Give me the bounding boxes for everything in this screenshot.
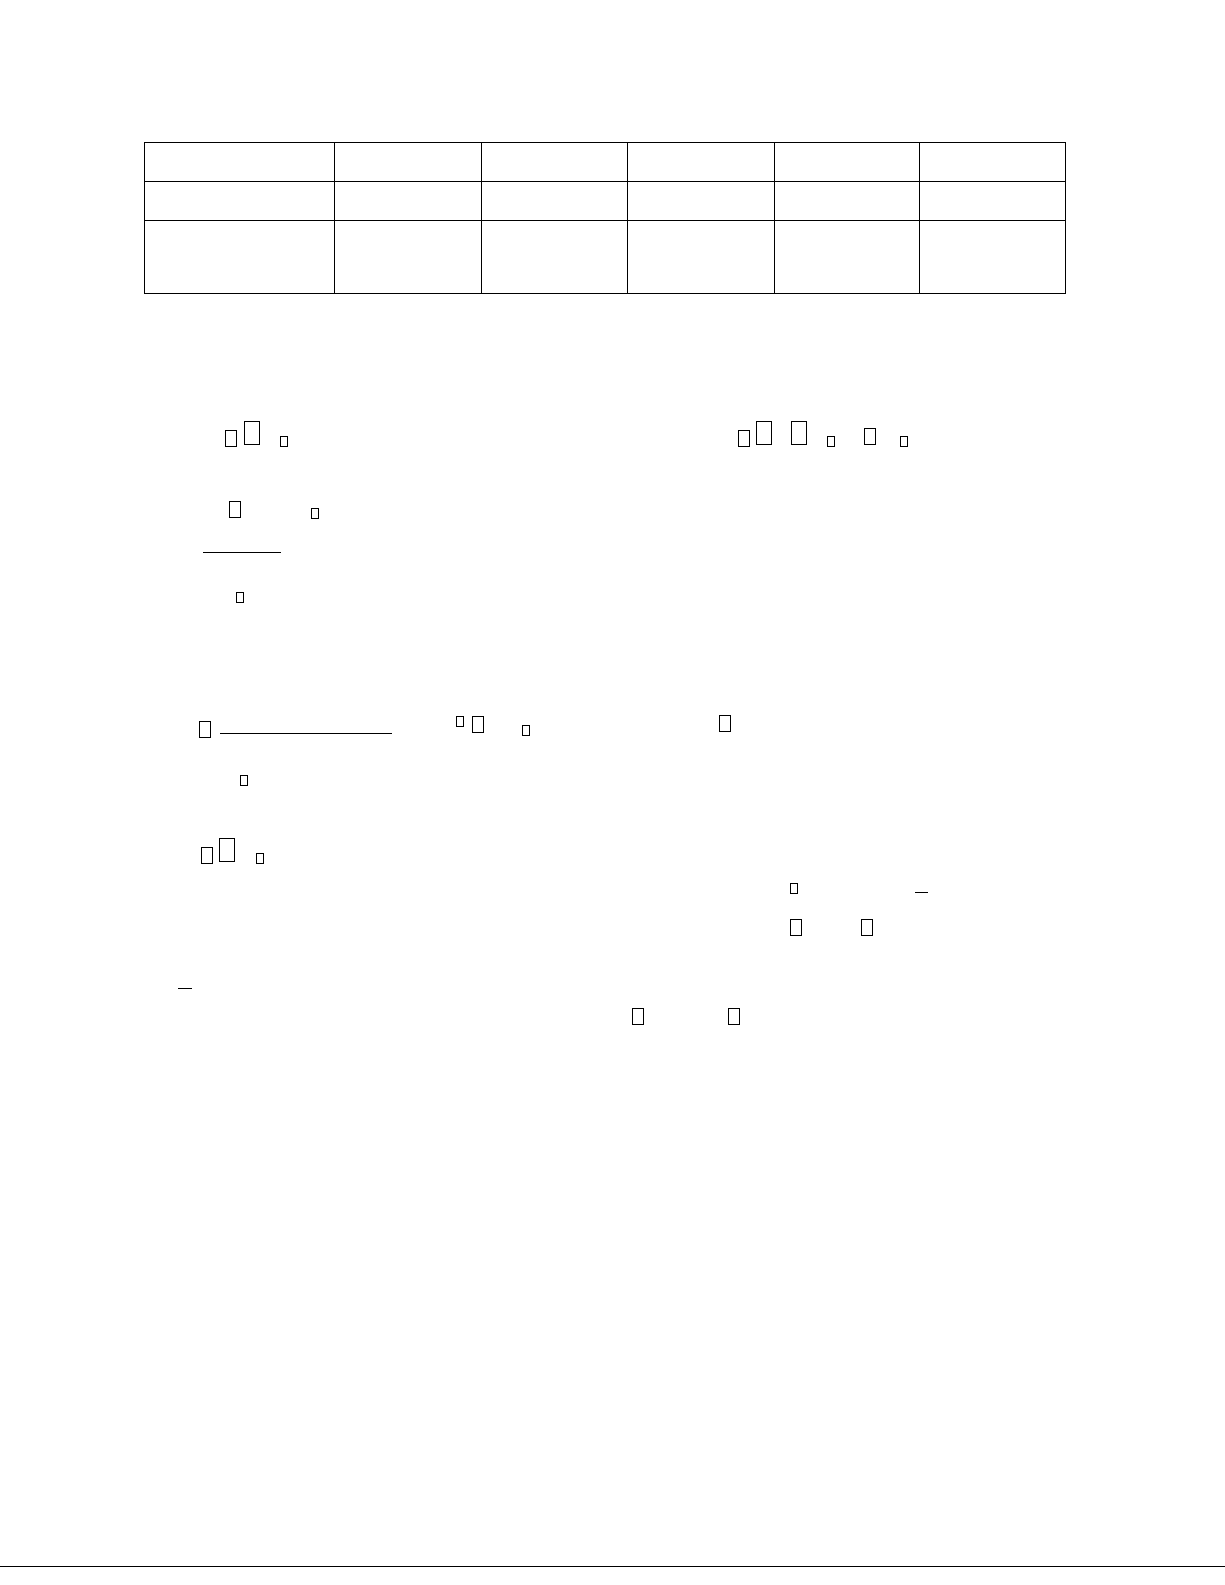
table-cell bbox=[145, 221, 335, 294]
missing-glyph-icon bbox=[236, 592, 244, 603]
table-cell bbox=[628, 182, 775, 221]
missing-glyph-icon bbox=[791, 421, 807, 445]
table-cell bbox=[775, 182, 920, 221]
table-row bbox=[145, 143, 1066, 182]
missing-glyph-icon bbox=[456, 716, 464, 727]
missing-glyph-icon bbox=[861, 919, 873, 936]
table-cell bbox=[920, 143, 1066, 182]
table-cell bbox=[482, 221, 628, 294]
missing-glyph-icon bbox=[632, 1008, 644, 1025]
table-cell bbox=[335, 221, 482, 294]
overline-bar bbox=[178, 988, 192, 989]
missing-glyph-icon bbox=[827, 436, 835, 447]
table-cell bbox=[482, 143, 628, 182]
table-cell bbox=[775, 221, 920, 294]
footer-rule bbox=[0, 1566, 1225, 1567]
data-table bbox=[144, 142, 1066, 294]
missing-glyph-icon bbox=[280, 436, 288, 447]
table-cell bbox=[482, 182, 628, 221]
table-cell bbox=[628, 221, 775, 294]
table-cell bbox=[145, 182, 335, 221]
fraction-bar bbox=[203, 552, 281, 553]
table-cell bbox=[335, 143, 482, 182]
table-cell bbox=[628, 143, 775, 182]
missing-glyph-icon bbox=[900, 436, 908, 447]
missing-glyph-icon bbox=[311, 508, 319, 519]
missing-glyph-icon bbox=[219, 838, 235, 862]
missing-glyph-icon bbox=[864, 428, 876, 445]
overline-bar bbox=[915, 892, 928, 893]
table-cell bbox=[775, 143, 920, 182]
missing-glyph-icon bbox=[229, 501, 241, 518]
missing-glyph-icon bbox=[756, 421, 772, 445]
missing-glyph-icon bbox=[790, 919, 802, 936]
missing-glyph-icon bbox=[201, 847, 213, 864]
table-cell bbox=[920, 221, 1066, 294]
fraction-bar bbox=[220, 733, 392, 734]
missing-glyph-icon bbox=[244, 421, 260, 445]
table-cell bbox=[920, 182, 1066, 221]
missing-glyph-icon bbox=[522, 725, 530, 736]
missing-glyph-icon bbox=[472, 716, 484, 733]
missing-glyph-icon bbox=[225, 430, 237, 447]
missing-glyph-icon bbox=[738, 430, 750, 447]
table-cell bbox=[145, 143, 335, 182]
table-row bbox=[145, 221, 1066, 294]
table-cell bbox=[335, 182, 482, 221]
missing-glyph-icon bbox=[719, 715, 731, 732]
table-row bbox=[145, 182, 1066, 221]
missing-glyph-icon bbox=[728, 1008, 740, 1025]
missing-glyph-icon bbox=[256, 853, 264, 864]
missing-glyph-icon bbox=[790, 883, 798, 894]
missing-glyph-icon bbox=[240, 775, 248, 786]
missing-glyph-icon bbox=[199, 721, 211, 738]
